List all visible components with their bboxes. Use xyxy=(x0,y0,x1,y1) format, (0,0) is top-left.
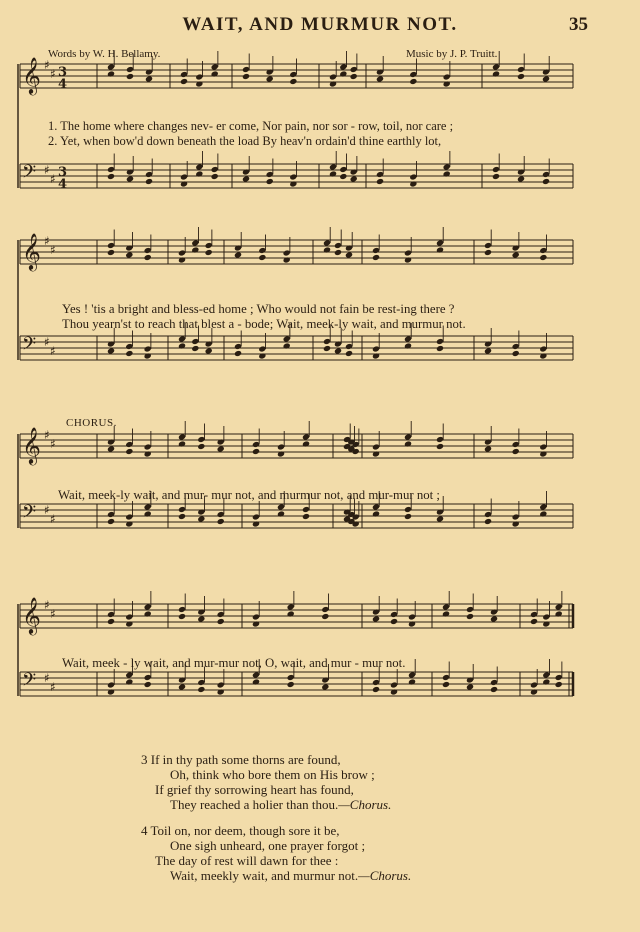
page-number: 35 xyxy=(569,14,588,35)
svg-text:𝄞: 𝄞 xyxy=(22,596,41,634)
svg-text:3: 3 xyxy=(58,65,68,80)
stanza3-line1: 3 If in thy path some thorns are found, xyxy=(141,752,341,767)
stanza4-line4: Wait, meekly wait, and murmur not.—Chorus. xyxy=(170,868,412,883)
svg-text:♯: ♯ xyxy=(44,671,50,685)
svg-text:3: 3 xyxy=(58,165,68,180)
svg-text:4: 4 xyxy=(58,77,68,92)
svg-text:♯: ♯ xyxy=(50,607,56,621)
svg-text:♯: ♯ xyxy=(50,243,56,257)
svg-text:𝄢: 𝄢 xyxy=(22,162,37,187)
svg-text:4: 4 xyxy=(58,177,68,192)
words-credit: Words by W. H. Bellamy. xyxy=(48,48,161,60)
stanza3-line3: If grief thy sorrowing heart has found, xyxy=(155,782,354,797)
svg-text:𝄢: 𝄢 xyxy=(22,670,37,695)
stanza3-line4: They reached a holier than thou.—Chorus. xyxy=(170,797,392,812)
svg-text:♯: ♯ xyxy=(44,58,50,72)
svg-text:♯: ♯ xyxy=(44,428,50,442)
svg-text:♯: ♯ xyxy=(50,67,56,81)
svg-text:𝄞: 𝄞 xyxy=(22,426,41,464)
music-credit: Music by J. P. Truitt. xyxy=(406,48,498,60)
svg-text:♯: ♯ xyxy=(50,680,56,694)
system1-verse2: 2. Yet, when bow'd down beneath the load By heav'n ordain'd thine earthly lot, xyxy=(48,134,442,148)
svg-text:♯: ♯ xyxy=(44,335,50,349)
chorus-lyric1: Wait, meek-ly wait, and mur- mur not, and murmur not, and mur-mur not ; xyxy=(58,488,440,502)
svg-text:♯: ♯ xyxy=(50,344,56,358)
svg-text:♯: ♯ xyxy=(50,437,56,451)
system2-lyric1: Yes ! 'tis a bright and bless-ed home ; Who would not fain be rest-ing there ? xyxy=(62,302,455,316)
stanza3-line2: Oh, think who bore them on His brow ; xyxy=(170,767,375,782)
stanza4-line3: The day of rest will dawn for thee : xyxy=(155,853,339,868)
svg-text:♯: ♯ xyxy=(44,503,50,517)
svg-text:𝄢: 𝄢 xyxy=(22,502,37,527)
page-title: WAIT, AND MURMUR NOT. xyxy=(182,14,458,35)
stanza4-line1: 4 Toil on, nor deem, though sore it be, xyxy=(141,823,340,838)
svg-text:𝄢: 𝄢 xyxy=(22,334,37,359)
svg-text:♯: ♯ xyxy=(44,598,50,612)
svg-text:𝄞: 𝄞 xyxy=(22,56,41,94)
system1-verse1: 1. The home where changes nev- er come, Nor pain, nor sor - row, toil, nor care ; xyxy=(48,119,454,133)
chorus-lyric2: Wait, meek - ly wait, and mur-mur not, O, wait, and mur - mur not. xyxy=(62,656,406,670)
svg-text:♯: ♯ xyxy=(50,512,56,526)
svg-text:♯: ♯ xyxy=(50,172,56,186)
stanza4-line2: One sigh unheard, one prayer forgot ; xyxy=(170,838,366,853)
system2-lyric2: Thou yearn'st to reach that blest a - bode; Wait, meek-ly wait, and murmur not. xyxy=(62,317,466,331)
svg-text:♯: ♯ xyxy=(44,234,50,248)
chorus-label: CHORUS. xyxy=(66,417,117,429)
svg-text:𝄞: 𝄞 xyxy=(22,232,41,270)
svg-text:♯: ♯ xyxy=(44,163,50,177)
